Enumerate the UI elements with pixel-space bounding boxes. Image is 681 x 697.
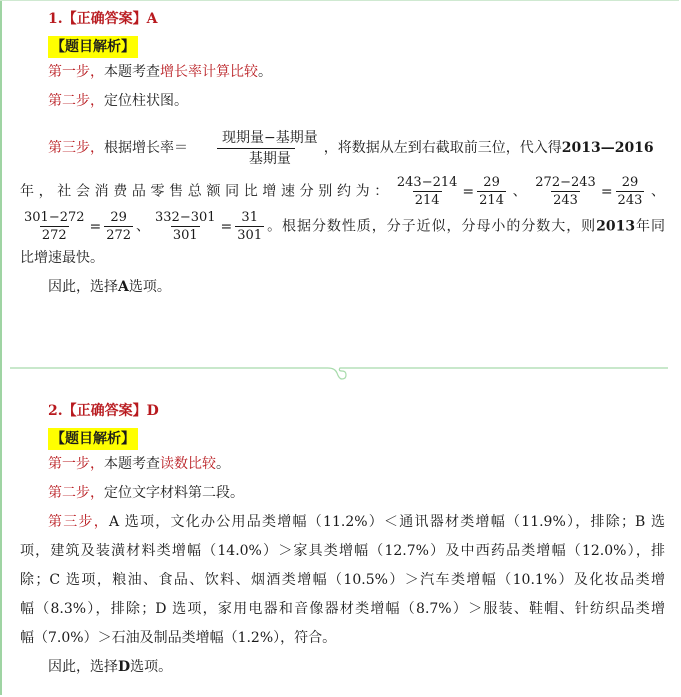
q2-step2-text: 定位文字材料第二段。 — [104, 485, 244, 501]
q2-step3-line1 — [20, 508, 665, 537]
q1-step3-text-b: ，将数据从左到右截取前三位，代入得 — [323, 140, 562, 156]
q1-step1-text: 本题考查 — [104, 64, 160, 80]
separator: 、 — [135, 218, 152, 235]
q2-step3-line2: 项，建筑及装潢材料类增幅（14.0%）＞家具类增幅（12.7%）及中西药品类增幅（12.0%），排 — [20, 543, 665, 559]
q1-step3-text-e-head: 年同 — [635, 218, 666, 235]
q1-answer-title: 1.【正确答案】A — [48, 11, 158, 27]
q2-step2 — [20, 479, 665, 508]
q2-step1-end: 。 — [216, 456, 230, 472]
fraction-2015-s-num: 29 — [110, 210, 127, 225]
fraction-2014 — [533, 174, 598, 209]
q2-step1-text: 本题考查 — [104, 456, 160, 472]
fraction-2013-simplified — [477, 174, 506, 209]
fraction-2013 — [395, 174, 460, 209]
fraction-2015-s-den: 272 — [106, 228, 132, 243]
page-top-border — [0, 0, 679, 1]
q1-conclusion — [20, 273, 665, 302]
divider-ornament — [328, 368, 350, 379]
fraction-2014-num: 272−243 — [535, 175, 596, 190]
q2-step3-label: 第三步， — [48, 514, 109, 530]
q2-step1-label: 第一步， — [48, 456, 104, 472]
q1-step3-line2 — [20, 174, 665, 209]
equals-sign: = — [462, 183, 475, 200]
q1-step3-formula-line — [20, 122, 665, 174]
q1-conclusion-text: 因此，选择 — [48, 279, 118, 295]
q1-year-2013: 2013 — [596, 218, 636, 235]
q1-step3-years: 2013—2016 — [561, 140, 654, 156]
q2-answer-title: 2.【正确答案】D — [48, 403, 159, 419]
q1-step1-label: 第一步， — [48, 64, 104, 80]
fraction-2014-den: 243 — [553, 193, 578, 208]
q2-step3-line4: 幅（8.3%），排除；D 选项，家用电器和音像器材类增幅（8.7%）＞服装、鞋帽、针纺织品类增 — [20, 601, 665, 617]
q1-step3-text-e: 比增速最快。 — [20, 250, 104, 266]
equals-sign: = — [600, 183, 613, 200]
q1-analysis-badge: 【题目解析】 — [48, 36, 138, 58]
formula-denominator: 基期量 — [217, 148, 295, 169]
fraction-2016-simplified — [235, 209, 264, 244]
q2-step2-label: 第二步， — [48, 485, 104, 501]
equals-sign: = — [89, 218, 102, 235]
q2-step3-line1-text: A 选项，文化办公用品类增幅（11.2%）＜通讯器材类增幅（11.9%），排除；B 选 — [109, 514, 665, 530]
fraction-2016-num: 332−301 — [155, 210, 216, 225]
q2-conclusion — [20, 653, 665, 682]
q1-step1-end: 。 — [258, 64, 272, 80]
q1-conclusion-option: A — [118, 279, 129, 295]
q1-step2 — [20, 87, 665, 116]
separator: 、 — [646, 183, 666, 200]
fraction-2016 — [153, 209, 218, 244]
q2-step3-line3: 除；C 选项，粮油、食品、饮料、烟酒类增幅（10.5%）＞汽车类增幅（10.1%）及化妆品类增 — [20, 572, 665, 588]
separator: 、 — [507, 183, 532, 200]
fraction-2016-den: 301 — [172, 228, 198, 243]
question-1-explanation — [20, 8, 665, 302]
fraction-2013-num: 243−214 — [396, 175, 458, 190]
q2-conclusion-end: 选项。 — [130, 659, 173, 675]
growth-rate-formula — [190, 128, 322, 169]
q1-step1 — [20, 58, 665, 87]
q1-conclusion-end: 选项。 — [128, 279, 171, 295]
fraction-2013-s-num: 29 — [483, 175, 500, 190]
fraction-2013-den: 214 — [414, 193, 440, 208]
q1-step3-text-a: 根据增长率＝ — [104, 140, 188, 156]
q2-analysis-badge: 【题目解析】 — [48, 428, 138, 450]
fraction-2015-num: 301−272 — [24, 210, 85, 225]
fraction-2014-s-num: 29 — [621, 175, 639, 190]
fraction-2013-s-den: 214 — [479, 193, 504, 208]
fraction-2015-den: 272 — [41, 228, 67, 243]
q2-step1-topic: 读数比较 — [160, 456, 216, 472]
equals-sign: = — [220, 218, 233, 235]
fraction-2014-simplified — [616, 174, 645, 209]
fraction-2016-s-num: 31 — [241, 210, 258, 225]
section-divider — [10, 364, 668, 384]
fraction-2015 — [22, 209, 87, 244]
q1-step1-topic: 增长率计算比较 — [160, 64, 258, 80]
formula-numerator: 现期量−基期量 — [222, 129, 318, 146]
question-2-explanation — [20, 400, 665, 682]
q2-conclusion-option: D — [118, 659, 131, 675]
q1-step3-line3 — [20, 209, 665, 244]
q1-step3-line4 — [20, 244, 665, 273]
fraction-2014-s-den: 243 — [617, 193, 643, 208]
fraction-2016-s-den: 301 — [237, 228, 263, 243]
q1-step3-text-d: 。根据分数性质，分子近似，分母小的分数大，则 — [266, 218, 597, 235]
q1-step3-text-c: 年，社会消费品零售总额同比增速分别约为： — [20, 183, 393, 200]
q2-step1 — [20, 450, 665, 479]
q2-conclusion-text: 因此，选择 — [48, 659, 118, 675]
q1-step2-text: 定位柱状图。 — [104, 93, 188, 109]
q1-step2-label: 第二步， — [48, 93, 104, 109]
q1-step3-label: 第三步， — [48, 140, 104, 156]
q2-step3-line5: 幅（7.0%）＞石油及制品类增幅（1.2%），符合。 — [20, 630, 337, 646]
fraction-2015-simplified — [104, 209, 133, 244]
